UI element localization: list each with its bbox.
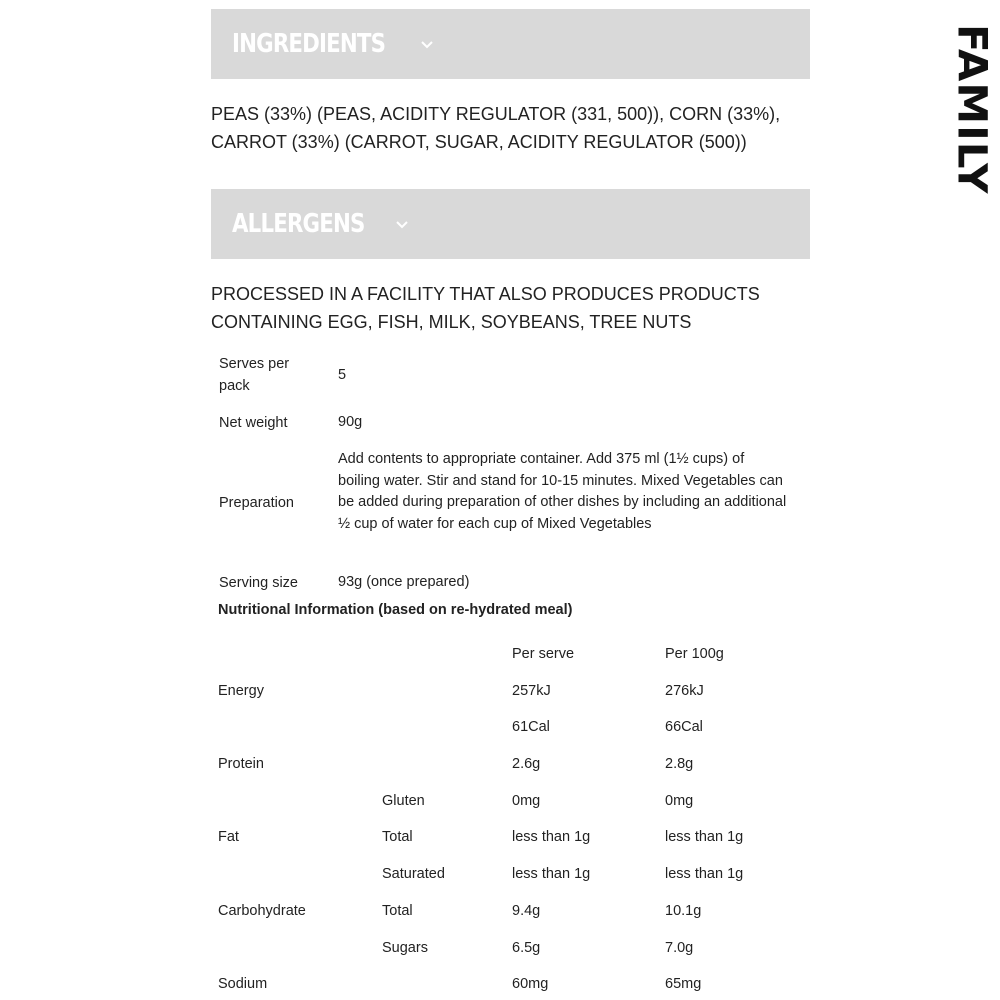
per-100g-value: 10.1g	[665, 903, 702, 919]
per-100g-value: 7.0g	[665, 940, 694, 956]
info-label: Net weight	[219, 415, 288, 431]
per-100g-value: 276kJ	[665, 683, 704, 699]
per-100g-value: less than 1g	[665, 829, 744, 845]
chevron-down-icon	[419, 36, 435, 52]
per-serve-value: less than 1g	[512, 866, 591, 882]
info-label: Serves per pack	[219, 356, 290, 394]
ingredients-accordion-header[interactable]	[211, 9, 810, 79]
nutrient-label: Protein	[218, 756, 264, 772]
chevron-down-icon	[394, 216, 410, 232]
nutrient-label: Sodium	[218, 976, 268, 992]
nutrient-sub-label: Total	[382, 903, 413, 919]
ingredients-title: INGREDIENTS	[232, 29, 386, 59]
nutrient-label: Energy	[218, 683, 264, 699]
brand-tag: FAMILY	[949, 24, 996, 195]
column-header-per-serve: Per serve	[512, 646, 575, 662]
per-serve-value: 9.4g	[512, 903, 541, 919]
per-100g-value: less than 1g	[665, 866, 744, 882]
per-100g-value: 0mg	[665, 793, 694, 809]
nutrient-sub-label: Sugars	[382, 940, 428, 956]
info-label: Preparation	[219, 495, 294, 511]
nutrient-sub-label: Total	[382, 829, 413, 845]
per-serve-value: 60mg	[512, 976, 549, 992]
per-serve-value: 0mg	[512, 793, 541, 809]
column-header-per-100g: Per 100g	[665, 646, 724, 662]
nutrient-label: Fat	[218, 829, 239, 845]
nutrition-heading: Nutritional Information (based on re-hydrated meal)	[218, 602, 573, 618]
allergens-accordion-header[interactable]	[211, 189, 810, 259]
info-value: Add contents to appropriate container. Add 375 ml (1½ cups) of boiling water. Stir and stand for 10-15 minutes. Mixed Vegetables can be added during preparation of other dishes by including an additional ½ cup of water for each cup of Mixed Vegetables	[338, 451, 787, 532]
per-serve-value: less than 1g	[512, 829, 591, 845]
ingredients-text: PEAS (33%) (PEAS, ACIDITY REGULATOR (331, 500)), CORN (33%), CARROT (33%) (CARROT, SUGAR, ACIDITY REGULATOR (500))	[211, 104, 781, 152]
info-value: 90g	[338, 414, 363, 430]
allergens-text: PROCESSED IN A FACILITY THAT ALSO PRODUCES PRODUCTS CONTAINING EGG, FISH, MILK, SOYBEANS, TREE NUTS	[211, 284, 760, 332]
per-serve-value: 2.6g	[512, 756, 541, 772]
nutrient-label: Carbohydrate	[218, 903, 306, 919]
info-value: 5	[338, 367, 347, 383]
allergens-title: ALLERGENS	[232, 209, 365, 239]
per-serve-value: 257kJ	[512, 683, 551, 699]
per-serve-value: 6.5g	[512, 940, 541, 956]
info-label: Serving size	[219, 575, 298, 591]
per-serve-value: 61Cal	[512, 719, 550, 735]
info-value: 93g (once prepared)	[338, 574, 470, 590]
nutrient-sub-label: Saturated	[382, 866, 445, 882]
nutrient-sub-label: Gluten	[382, 793, 425, 809]
per-100g-value: 2.8g	[665, 756, 694, 772]
per-100g-value: 66Cal	[665, 719, 703, 735]
per-100g-value: 65mg	[665, 976, 702, 992]
